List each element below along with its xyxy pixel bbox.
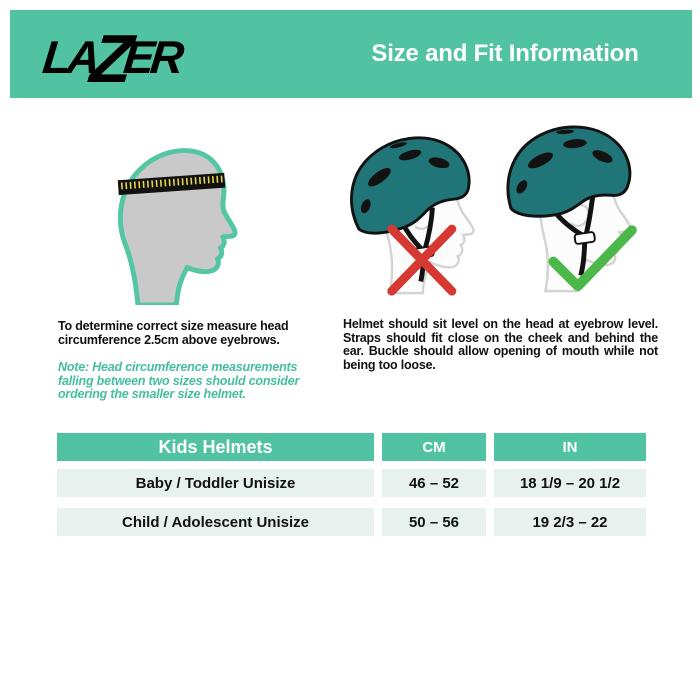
- fit-instructions: [343, 318, 658, 372]
- size-table-header-row: [57, 433, 646, 461]
- page-title: Size and Fit Information: [371, 40, 639, 67]
- column-header-kids-helmets: Kids Helmets: [57, 433, 374, 461]
- head-measure-illustration: [106, 139, 242, 305]
- wrong-fit-illustration: [347, 128, 483, 298]
- logo-text-la: LA: [40, 31, 100, 83]
- row-name: Child / Adolescent Unisize: [57, 508, 374, 536]
- column-header-cm: CM: [382, 433, 486, 461]
- header-band: [10, 10, 692, 98]
- measure-instructions: [58, 320, 334, 402]
- size-table: [57, 433, 646, 536]
- table-row: [57, 508, 646, 536]
- row-in-value: 18 1/9 – 20 1/2: [494, 469, 646, 497]
- measure-note-text: Note: Head circumference measurements falling between two sizes should consider ordering the smaller size helmet.: [58, 360, 300, 402]
- lazer-logo: [40, 21, 183, 97]
- row-name: Baby / Toddler Unisize: [57, 469, 374, 497]
- buckle: [574, 232, 595, 244]
- logo-text-er: ER: [121, 31, 183, 83]
- table-row: [57, 469, 646, 497]
- fit-instruction-text: Helmet should sit level on the head at eyebrow level. Straps should fit close on the cheek and behind the ear. Buckle should allow opening of mouth while not being too loose.: [343, 317, 658, 372]
- row-cm-value: 50 – 56: [382, 508, 486, 536]
- row-in-value: 19 2/3 – 22: [494, 508, 646, 536]
- measure-instruction-text: To determine correct size measure head circumference 2.5cm above eyebrows.: [58, 319, 289, 347]
- column-header-in: IN: [494, 433, 646, 461]
- correct-fit-illustration: [501, 124, 641, 296]
- row-cm-value: 46 – 52: [382, 469, 486, 497]
- logo-text-z: Z: [87, 21, 133, 97]
